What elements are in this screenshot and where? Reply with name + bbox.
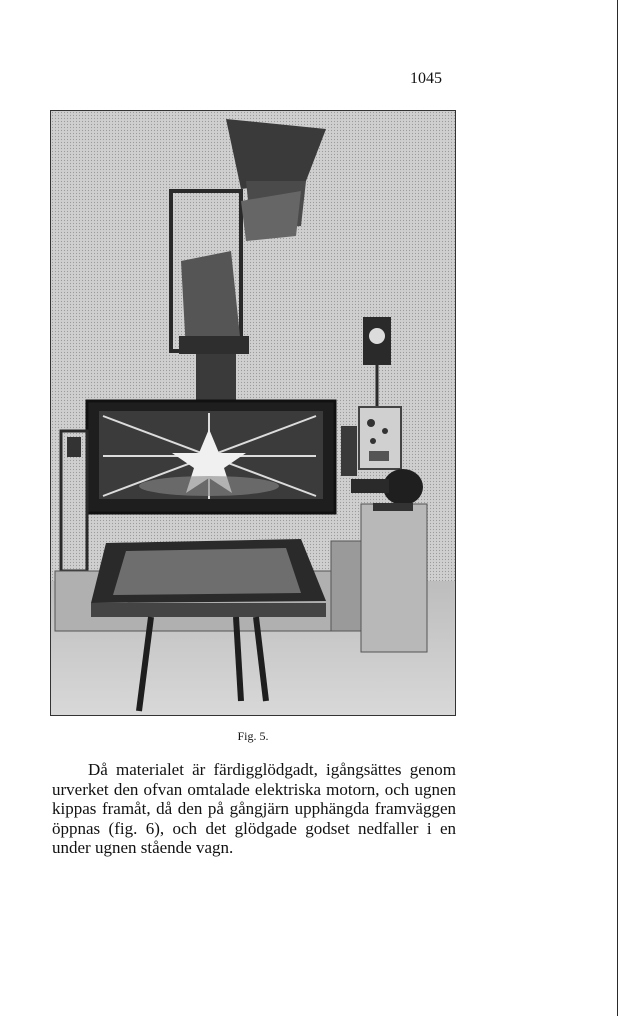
figure-illustration (50, 110, 456, 716)
motor-pedestal (361, 504, 427, 652)
paragraph-text: Då materialet är färdigglödgadt, igångsättes genom urverket den ofvan omtalade elektriska motorn, och ugnen kippas framåt, då den på gångjärn upphängda framväggen öppnas (fig. 6), och det glödgade godset nedfaller i en under ugnen stående vagn. (52, 760, 456, 857)
figure-caption: Fig. 5. (237, 729, 269, 743)
page-edge-line (617, 0, 618, 1016)
page-number: 1045 (410, 70, 442, 87)
body-paragraph (52, 760, 456, 858)
annealing-furnace-illustration (51, 111, 455, 715)
